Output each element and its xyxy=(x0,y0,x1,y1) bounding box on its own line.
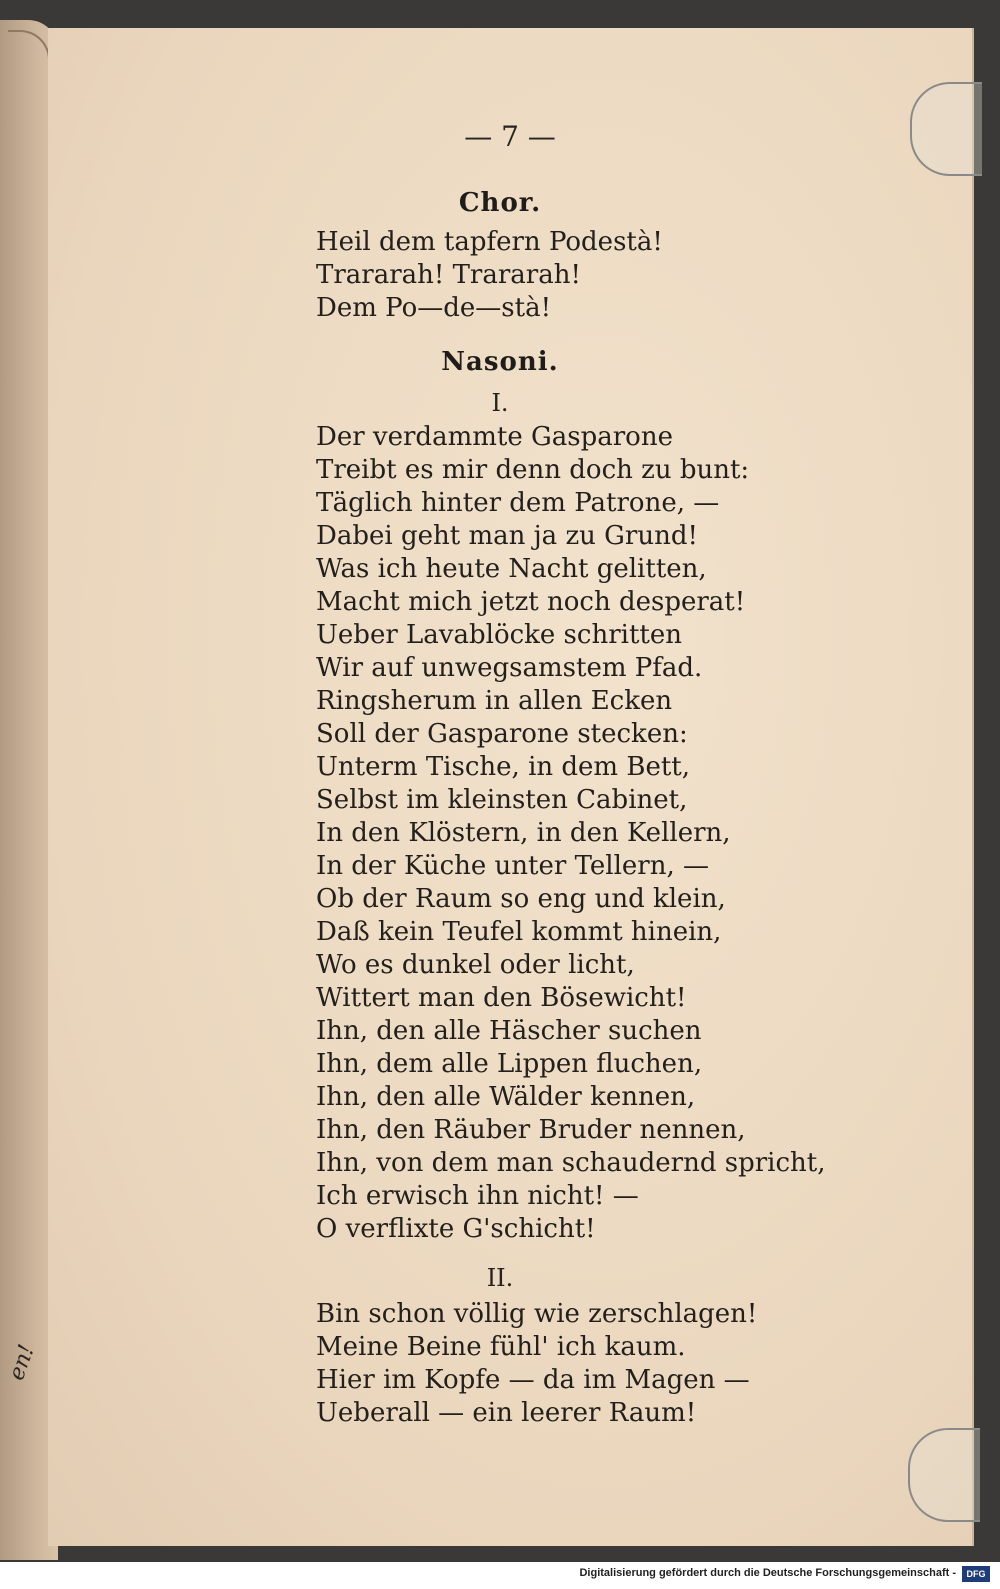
verse-line: Ihn, den Räuber Bruder nennen, xyxy=(316,1115,746,1145)
verse-line: Ihn, dem alle Lippen fluchen, xyxy=(316,1049,703,1079)
verse-line: Wir auf unwegsamstem Pfad. xyxy=(316,653,703,683)
page-clip-bottom xyxy=(908,1428,980,1522)
verse-line: Macht mich jetzt noch desperat! xyxy=(316,587,746,617)
verse-line: Daß kein Teufel kommt hinein, xyxy=(316,917,722,947)
verse-line: Wittert man den Bösewicht! xyxy=(316,983,687,1013)
verse-line: In der Küche unter Tellern, — xyxy=(316,851,710,881)
verse-line: O verflixte G'schicht! xyxy=(316,1214,596,1244)
verse-line: Soll der Gasparone stecken: xyxy=(316,719,688,749)
stanza-numeral-1: I. xyxy=(491,389,509,417)
stanza-2-verse xyxy=(316,1298,757,1430)
verse-line: Der verdammte Gasparone xyxy=(316,422,673,452)
verse-line: Dem Po—de—stà! xyxy=(316,293,552,323)
verse-line: Täglich hinter dem Patrone, — xyxy=(316,488,720,518)
footer-credit: Digitalisierung gefördert durch die Deutsche Forschungsgemeinschaft - xyxy=(579,1567,956,1579)
page-number: — 7 — xyxy=(464,120,556,153)
stanza-1-verse xyxy=(316,421,826,1246)
verse-line: Ueberall — ein leerer Raum! xyxy=(316,1398,697,1428)
margin-scribble: en! xyxy=(4,1341,40,1384)
verse-line: Trararah! Trararah! xyxy=(316,260,581,290)
verse-line: Meine Beine fühl' ich kaum. xyxy=(316,1332,686,1362)
dfg-logo: DFG xyxy=(962,1566,990,1582)
chor-verse xyxy=(316,226,663,325)
verse-line: Ob der Raum so eng und klein, xyxy=(316,884,726,914)
verse-line: Unterm Tische, in dem Bett, xyxy=(316,752,690,782)
verse-line: Bin schon völlig wie zerschlagen! xyxy=(316,1299,758,1329)
verse-line: Ihn, von dem man schaudernd spricht, xyxy=(316,1148,826,1178)
verse-line: Was ich heute Nacht gelitten, xyxy=(316,554,707,584)
verse-line: Ich erwisch ihn nicht! — xyxy=(316,1181,639,1211)
verse-line: Heil dem tapfern Podestà! xyxy=(316,227,663,257)
verse-line: Hier im Kopfe — da im Magen — xyxy=(316,1365,750,1395)
verse-line: Ihn, den alle Wälder kennen, xyxy=(316,1082,696,1112)
footer-bar xyxy=(0,1562,1000,1589)
stanza-numeral-2: II. xyxy=(486,1264,514,1292)
verse-line: Wo es dunkel oder licht, xyxy=(316,950,635,980)
verse-line: Ihn, den alle Häscher suchen xyxy=(316,1016,702,1046)
verse-line: In den Klöstern, in den Kellern, xyxy=(316,818,731,848)
verse-line: Ringsherum in allen Ecken xyxy=(316,686,673,716)
verse-line: Treibt es mir denn doch zu bunt: xyxy=(316,455,750,485)
verse-line: Dabei geht man ja zu Grund! xyxy=(316,521,698,551)
page-clip-top xyxy=(910,82,982,176)
verse-line: Ueber Lavablöcke schritten xyxy=(316,620,682,650)
verse-line: Selbst im kleinsten Cabinet, xyxy=(316,785,688,815)
chor-heading: Chor. xyxy=(458,188,542,218)
nasoni-heading: Nasoni. xyxy=(441,347,559,377)
